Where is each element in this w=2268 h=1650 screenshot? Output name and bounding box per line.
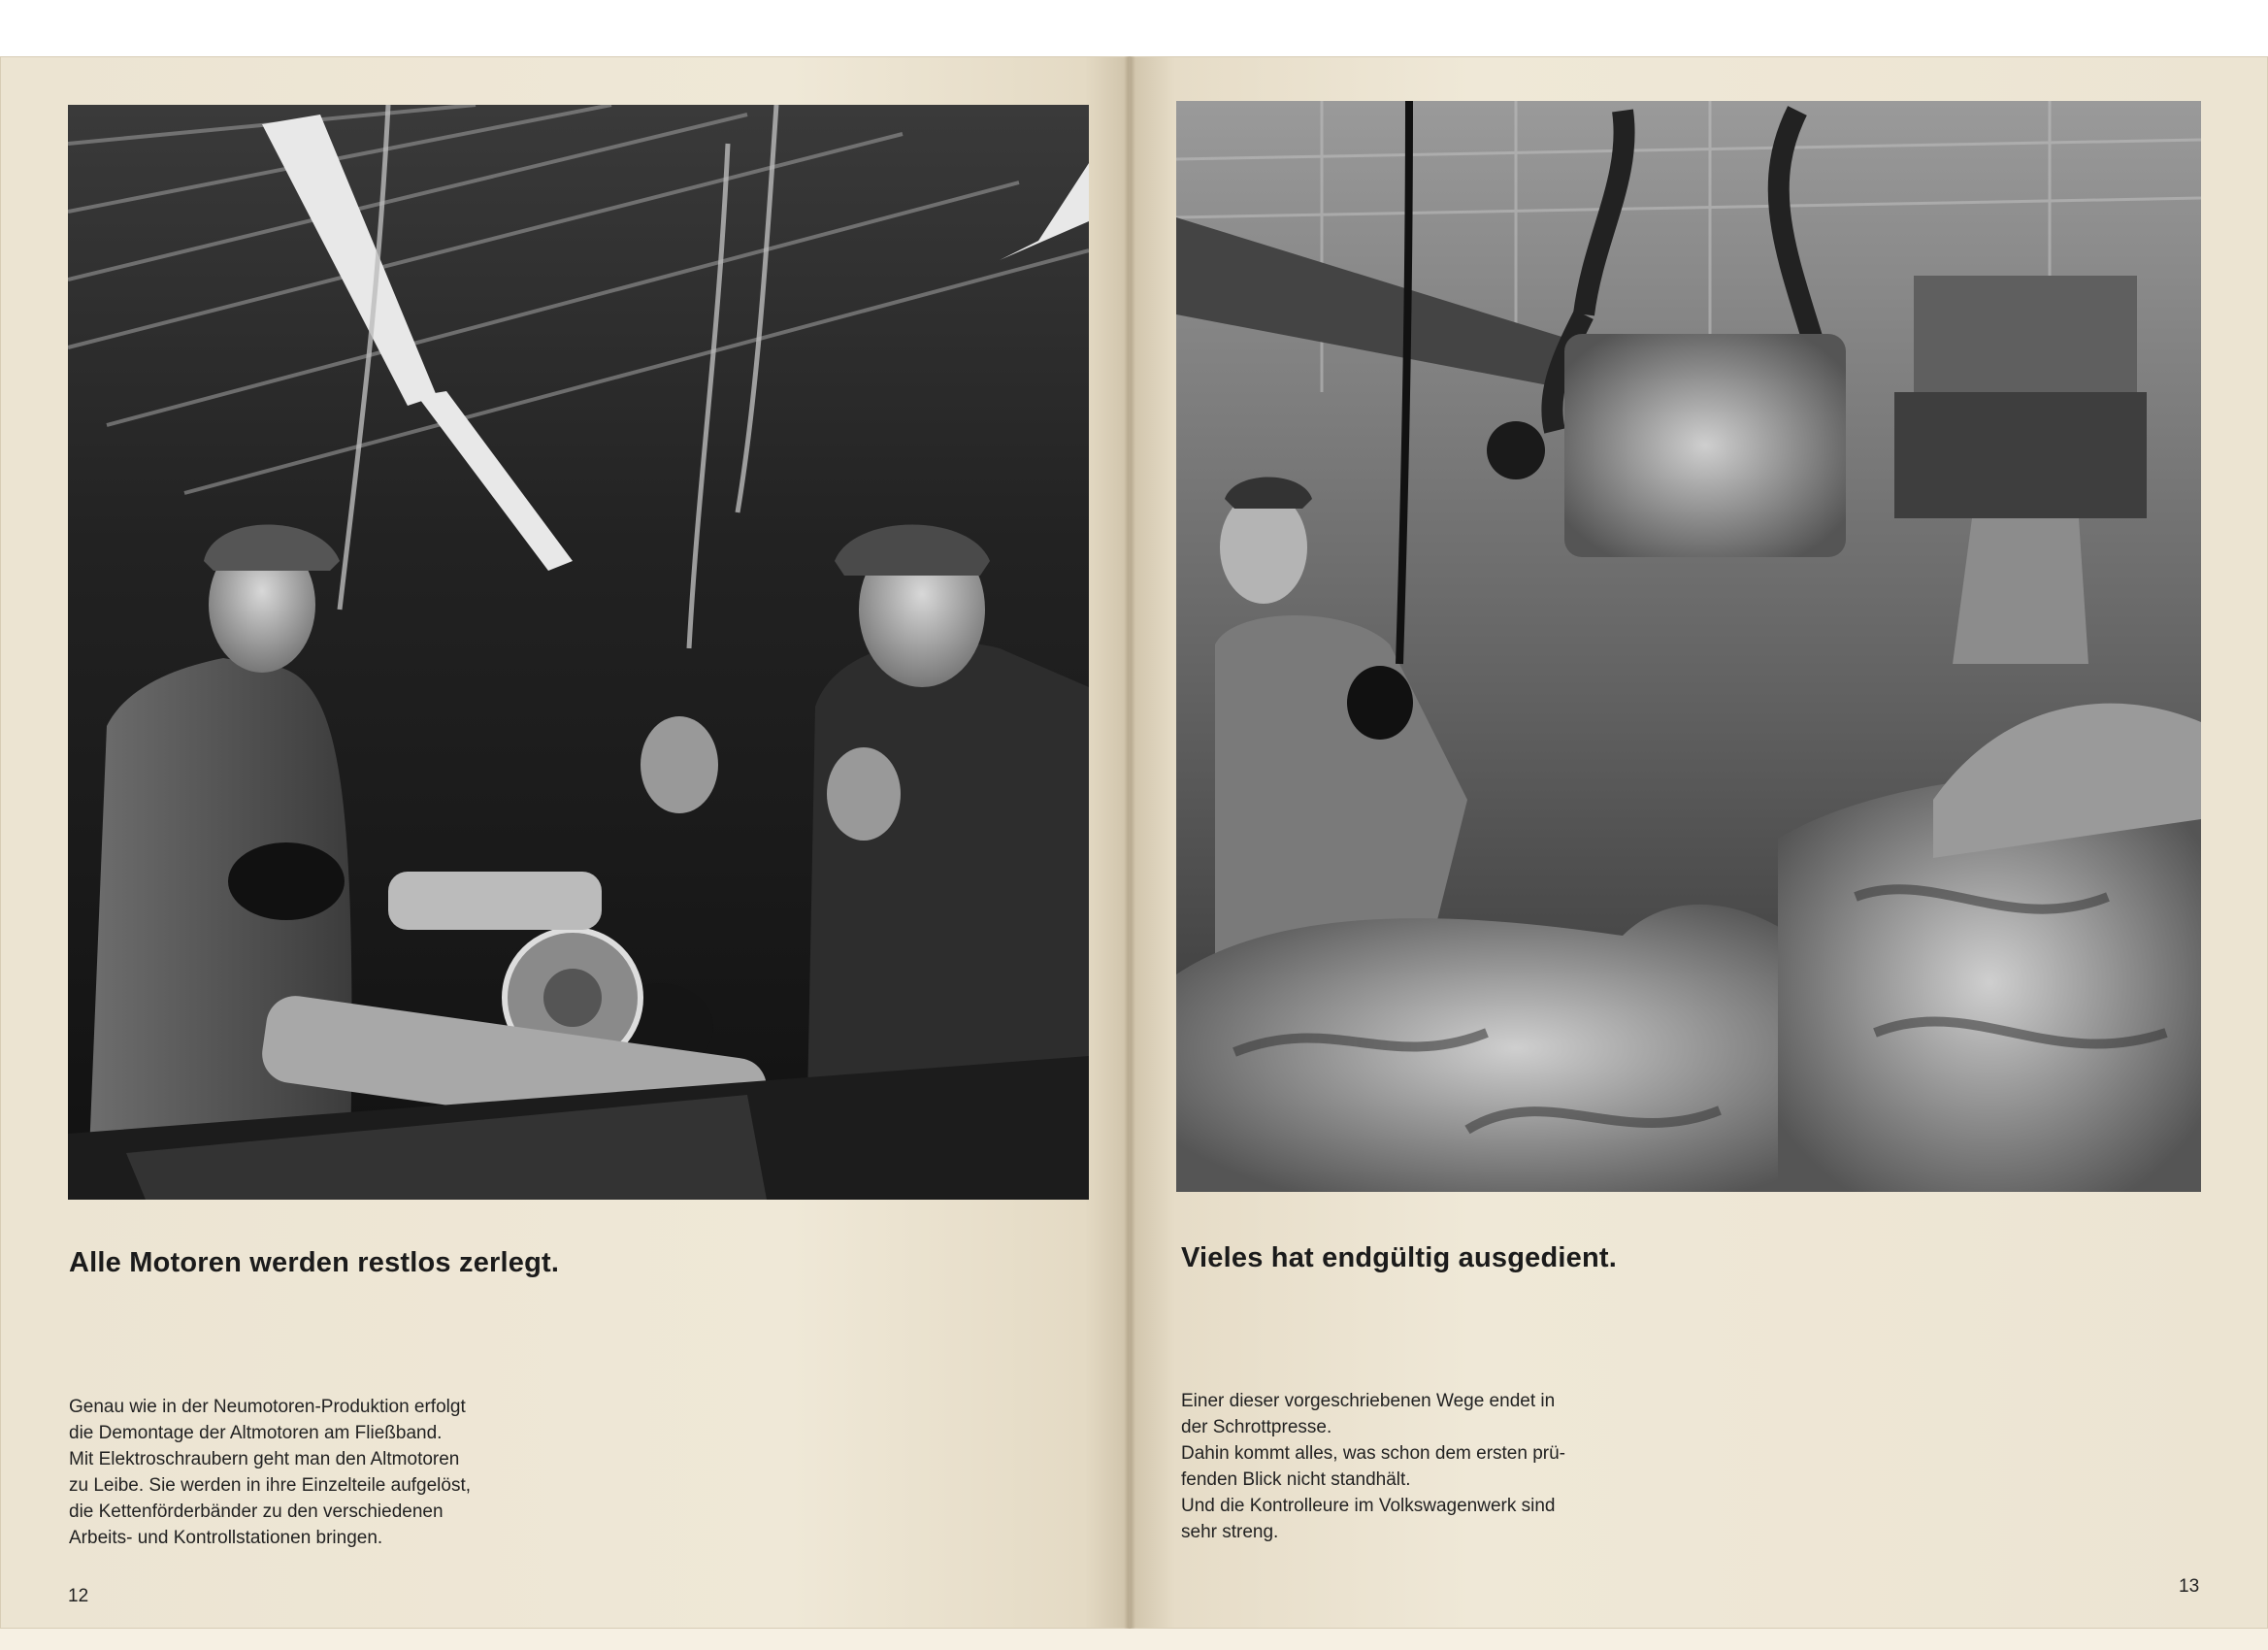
booklet-spine [1124, 56, 1135, 1629]
photo-engine-disassembly [68, 105, 1089, 1200]
body-line: die Demontage der Altmotoren am Fließband. [69, 1423, 443, 1443]
body-line: sehr streng. [1181, 1522, 1279, 1542]
caption-right: Vieles hat endgültig ausgedient. [1181, 1242, 1618, 1273]
body-line: die Kettenförderbänder zu den verschiedenen [69, 1502, 444, 1522]
photo-engine-disassembly-image [68, 105, 1089, 1200]
body-line: der Schrottpresse. [1181, 1417, 1332, 1437]
body-text-left [69, 1394, 550, 1551]
body-line: zu Leibe. Sie werden in ihre Einzelteile aufgelöst, [69, 1475, 472, 1496]
body-line: Und die Kontrolleure im Volkswagenwerk sind [1181, 1496, 1556, 1516]
page-number-left: 12 [68, 1586, 89, 1606]
body-text-right [1181, 1388, 1667, 1545]
caption-left: Alle Motoren werden restlos zerlegt. [69, 1247, 560, 1278]
photo-scrap-press [1176, 101, 2201, 1192]
photo-scrap-press-image [1176, 101, 2201, 1192]
body-line: Mit Elektroschraubern geht man den Altmotoren [69, 1449, 460, 1469]
body-line: Genau wie in der Neumotoren-Produktion erfolgt [69, 1397, 466, 1417]
scan-margin [0, 0, 2268, 56]
page-number-right: 13 [2179, 1576, 2200, 1597]
body-line: Einer dieser vorgeschriebenen Wege endet in [1181, 1391, 1556, 1411]
body-line: fenden Blick nicht standhält. [1181, 1469, 1411, 1490]
body-line: Dahin kommt alles, was schon dem ersten prü- [1181, 1443, 1565, 1464]
body-line: Arbeits- und Kontrollstationen bringen. [69, 1528, 383, 1548]
